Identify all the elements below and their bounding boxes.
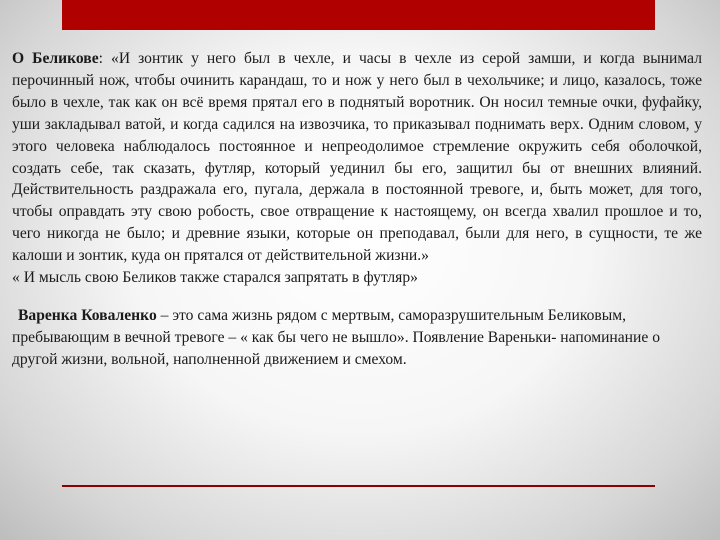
- paragraph-lead-belikov: О Беликове: [12, 50, 99, 67]
- paragraph-text-belikov: : «И зонтик у него был в чехле, и часы в чехле из серой замши, и когда вынимал перочинный нож, чтобы очинить карандаш, то и нож у него был в чехольчике; и лицо, казалось, тоже было в чехле, так как он всё время прятал его в поднятый воротник. Он носил темные очки, фуфайку, уши закладывал ватой, и когда садился на извозчика, то приказывал поднимать верх. Одним словом, у этого человека наблюдалось постоянное и непреодолимое стремление окружить себя оболочкой, создать себе, так сказать, футляр, который уединил бы его, защитил бы от внешних влияний. Действительность раздражала его, пугала, держала в постоянной тревоге, и, быть может, для того, чтобы оправдать эту свою робость, свое отвращение к настоящему, он всегда хвалил прошлое и то, чего никогда не было; и древние языки, которые он преподавал, были для него, в сущности, те же калоши и зонтик, куда он прятался от действительной жизни.»: [12, 50, 702, 265]
- paragraph-varenka: [12, 305, 702, 371]
- paragraph-lead-varenka: Варенка Коваленко: [18, 306, 157, 324]
- paragraph-text-varenka: – это сама жизнь рядом с мертвым, саморазрушительным Беликовым, пребывающим в вечной тревоге – « как бы чего не вышло». Появление Вареньки- напоминание о другой жизни, вольной, наполненной движением и смехом.: [12, 306, 660, 368]
- paragraph-belikov-thought: « И мысль свою Беликов также старался запрятать в футляр»: [12, 269, 418, 287]
- title-accent-bar: [62, 0, 655, 30]
- paragraph-belikov-quote: [12, 48, 702, 267]
- slide-body: [12, 48, 702, 371]
- bottom-divider: [62, 485, 655, 487]
